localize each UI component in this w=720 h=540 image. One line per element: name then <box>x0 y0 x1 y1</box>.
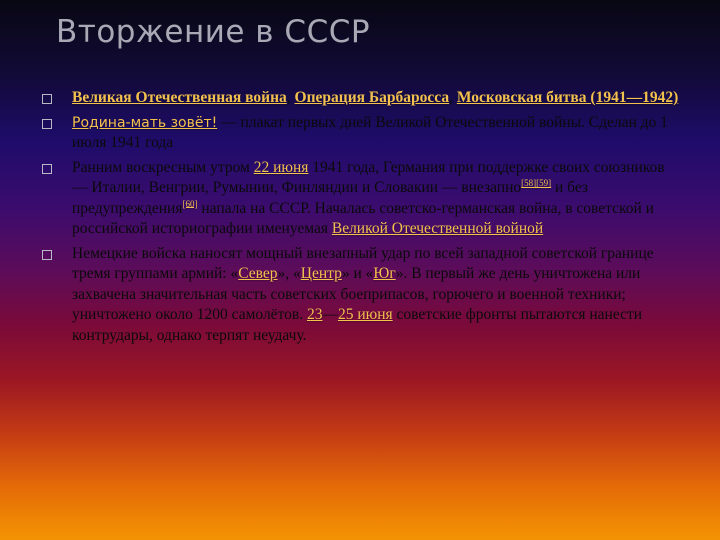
link-june-22[interactable]: 22 июня <box>253 158 309 176</box>
paragraph-text: 1941 года, Германия при поддержке своих союзников — Италии, Венгрии, Румынии, Финляндии и Словакии — внезапно <box>72 158 665 196</box>
bullet-item-poster <box>42 113 682 154</box>
paragraph-text: напала на СССР. Началась советско-германская война, в советской и российской историографии именуемая <box>72 199 654 237</box>
link-army-group-center[interactable]: Центр <box>300 265 342 282</box>
square-bullet-icon <box>42 94 52 104</box>
link-june-23[interactable]: 23 <box>306 306 323 323</box>
link-great-patriotic-war[interactable]: Великая Отечественная война <box>72 89 287 106</box>
footnote-link-58-59[interactable]: [58][59] <box>521 177 552 188</box>
square-bullet-icon <box>42 119 52 129</box>
bullet-list <box>42 88 682 350</box>
footnote-ref <box>182 198 197 208</box>
footnote-ref <box>521 178 551 188</box>
paragraph-text: Ранним воскресным утром <box>72 158 254 176</box>
paragraph-text: советские фронты пытаются нанести контрудары, однако терпят неудачу. <box>72 306 643 344</box>
bullet-item-invasion <box>42 158 682 240</box>
link-operation-barbarossa[interactable]: Операция Барбаросса <box>294 89 450 106</box>
bullet-item-army-groups <box>42 244 682 347</box>
link-battle-of-moscow[interactable]: Московская битва (1941—1942) <box>456 89 679 106</box>
separator-text: , <box>449 89 457 106</box>
link-june-25[interactable]: 25 июня <box>337 306 393 323</box>
paragraph-text: », « <box>277 265 301 282</box>
poster-caption-text: — плакат первых дней Великой Отечественной войны. Сделан до 1 июля 1941 года <box>72 113 668 151</box>
link-motherland-calls[interactable]: Родина-мать зовёт! <box>72 114 218 131</box>
separator-text: , <box>286 89 295 106</box>
paragraph-text: и без предупреждения <box>72 179 589 217</box>
footnote-link-60[interactable]: [60] <box>182 198 198 209</box>
paragraph-text: Немецкие войска наносят мощный внезапный удар по всей западной советской границе тремя группами армий: « <box>72 244 654 282</box>
slide-title: Вторжение в СССР <box>56 14 371 50</box>
link-army-group-north[interactable]: Север <box>238 265 278 282</box>
square-bullet-icon <box>42 164 52 174</box>
paragraph-text: » и « <box>341 265 374 282</box>
link-great-patriotic-war-inline[interactable]: Великой Отечественной войной <box>331 220 544 237</box>
paragraph-text: ». В первый же день уничтожена или захвачена значительная часть советских боеприпасов, горючего и военной техники; уничтожено около 1200 самолётов. <box>72 265 641 323</box>
link-army-group-south[interactable]: Юг <box>373 265 396 282</box>
square-bullet-icon <box>42 250 52 260</box>
bullet-item-links <box>42 88 682 109</box>
paragraph-text: — <box>322 306 338 323</box>
